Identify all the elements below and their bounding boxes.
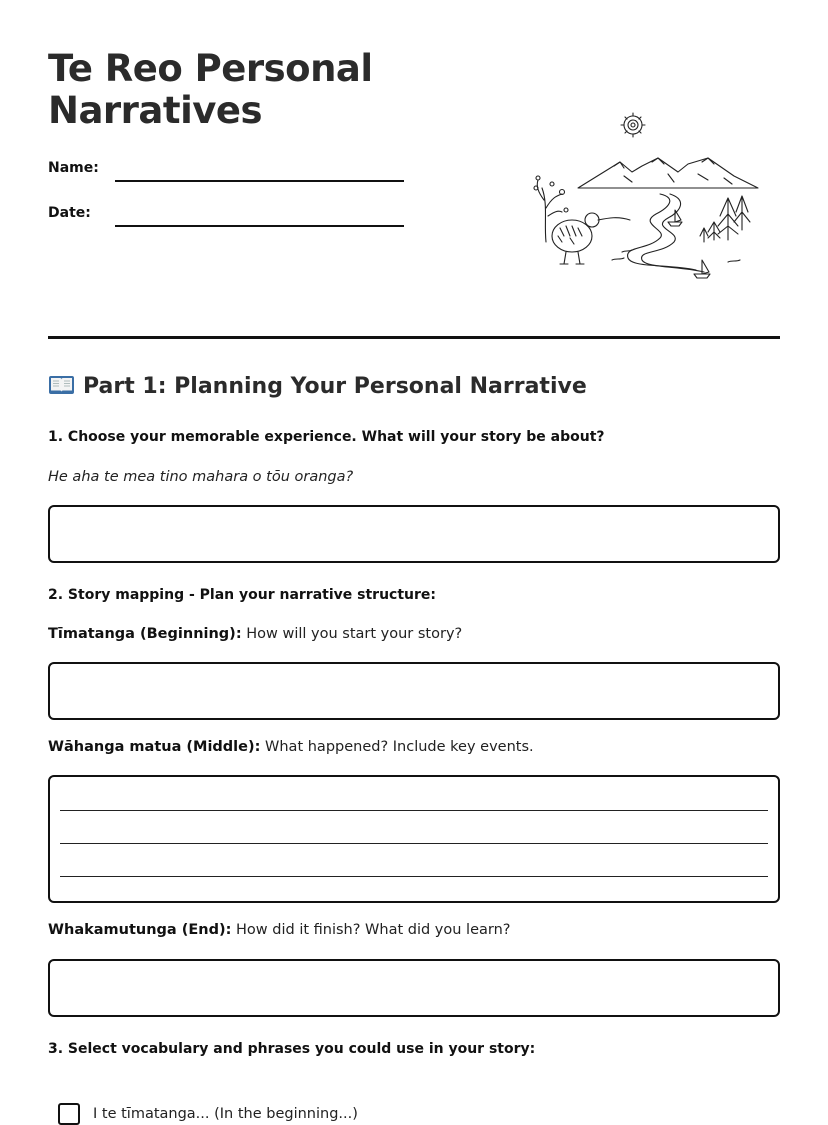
middle-prompt [48, 739, 534, 755]
grass-marks [612, 250, 740, 262]
beginning-term: Tīmatanga (Beginning): [48, 626, 242, 642]
question-1-translation: He aha te mea tino mahara o tōu oranga? [48, 469, 354, 485]
name-label: Name: [48, 160, 99, 176]
ruled-line [60, 810, 768, 811]
section-divider [48, 336, 780, 339]
kiwi-landscape-illustration [528, 112, 764, 282]
beginning-answer-box[interactable] [48, 662, 780, 720]
part1-heading [48, 374, 587, 399]
vocab-option [58, 1103, 358, 1123]
question-2-label: 2. Story mapping - Plan your narrative structure: [48, 587, 437, 603]
vocab-option-label: I te tīmatanga... (In the beginning...) [93, 1106, 358, 1122]
pine-trees-icon [700, 196, 750, 242]
beginning-text: How will you start your story? [241, 626, 463, 642]
page-title: Te Reo Personal Narratives [48, 47, 373, 132]
middle-text: What happened? Include key events. [260, 739, 534, 755]
question-1-answer-box[interactable] [48, 505, 780, 563]
date-field[interactable] [115, 225, 404, 227]
question-1-label: 1. Choose your memorable experience. What will your story be about? [48, 429, 605, 445]
mountains-icon [578, 158, 758, 188]
vocab-option-checkbox[interactable] [58, 1103, 80, 1125]
beginning-prompt [48, 626, 462, 642]
sun-icon [621, 113, 645, 137]
kiwi-bird-icon [552, 213, 630, 264]
ruled-line [60, 876, 768, 877]
part1-heading-text: Part 1: Planning Your Personal Narrative [83, 374, 587, 399]
end-answer-box[interactable] [48, 959, 780, 1017]
middle-answer-box[interactable] [48, 775, 780, 903]
river-icon [628, 194, 704, 272]
name-field[interactable] [115, 180, 404, 182]
middle-term: Wāhanga matua (Middle): [48, 739, 261, 755]
question-3-label: 3. Select vocabulary and phrases you could use in your story: [48, 1041, 536, 1057]
open-book-icon [48, 374, 75, 396]
date-label: Date: [48, 205, 91, 221]
tree-icon [534, 176, 568, 242]
end-term: Whakamutunga (End): [48, 922, 232, 938]
end-prompt [48, 922, 510, 938]
end-text: How did it finish? What did you learn? [231, 922, 511, 938]
ruled-line [60, 843, 768, 844]
